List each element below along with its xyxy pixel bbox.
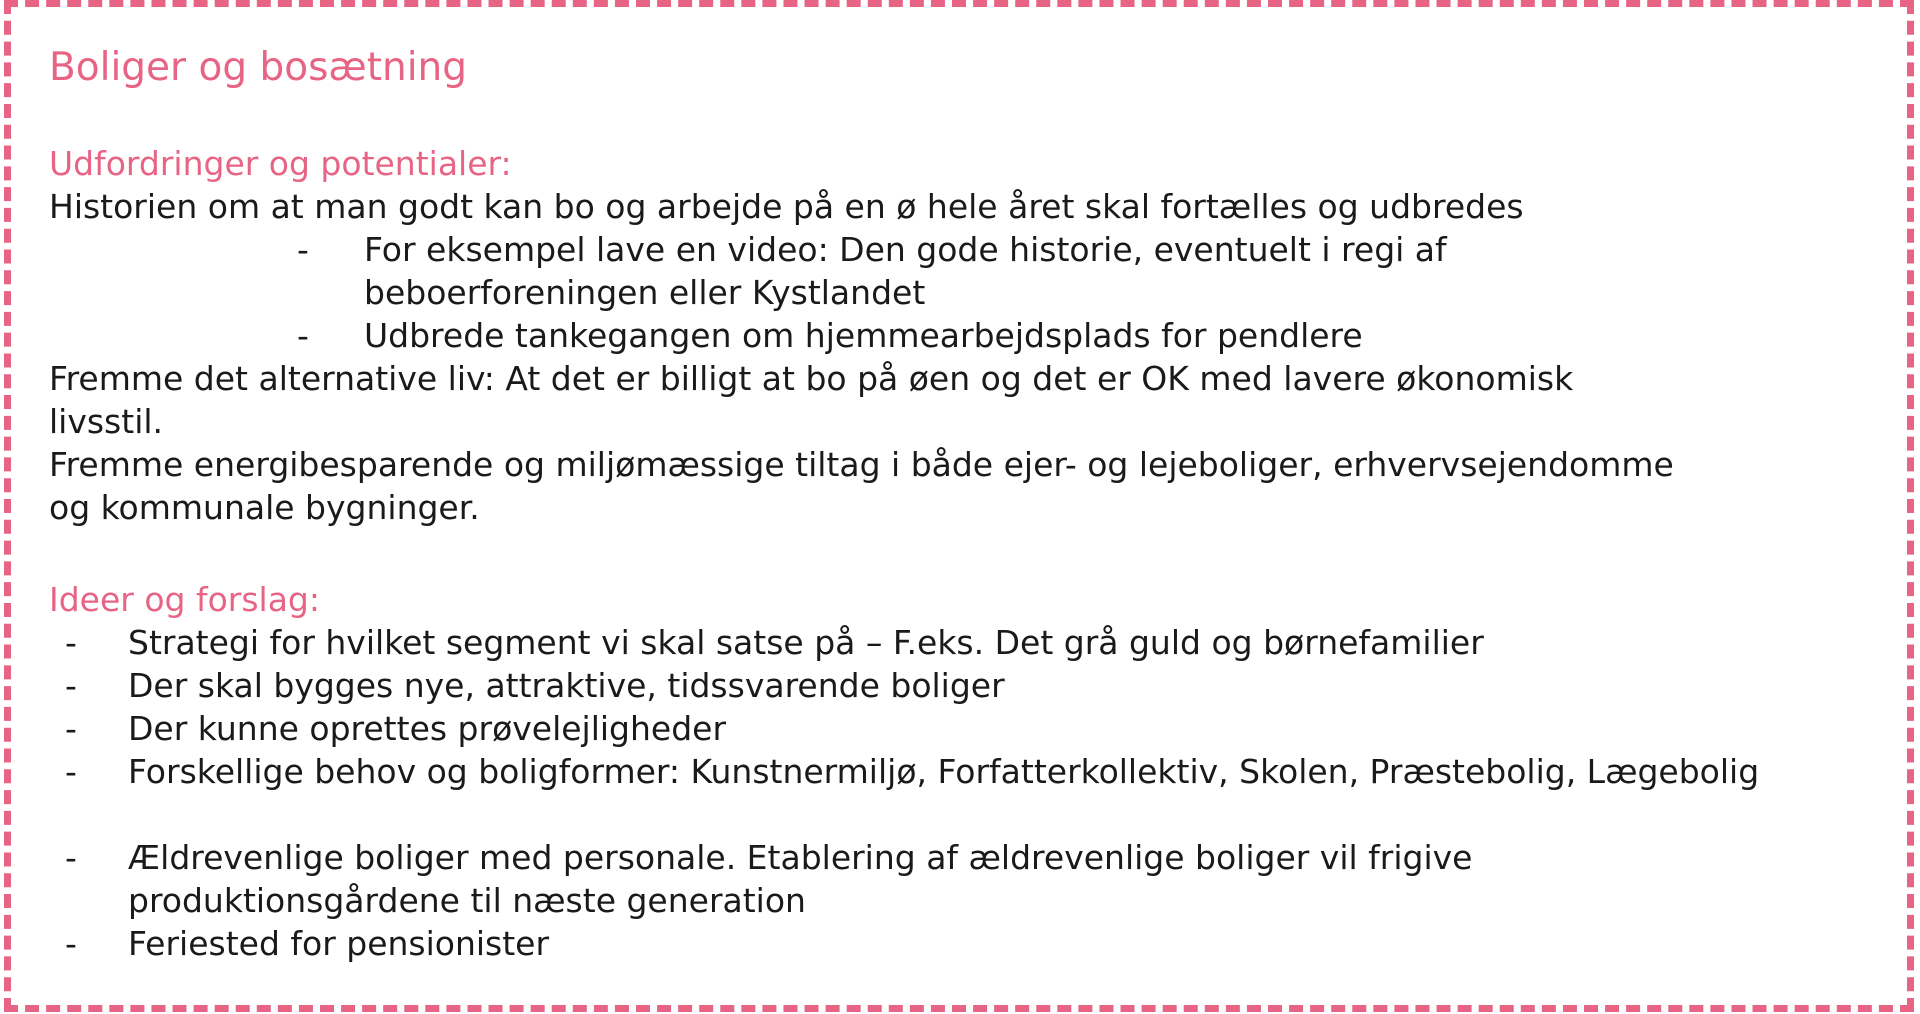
list-dash: - (297, 230, 309, 269)
list-dash: - (65, 623, 77, 662)
alternative-life-paragraph-cont: livsstil. (49, 402, 164, 441)
list-dash: - (65, 838, 77, 877)
list-item-text: Feriested for pensionister (128, 924, 550, 963)
challenges-heading: Udfordringer og potentialer: (49, 144, 512, 183)
page-title: Boliger og bosætning (49, 45, 468, 90)
list-dash: - (297, 316, 309, 355)
alternative-life-paragraph: Fremme det alternative liv: At det er billigt at bo på øen og det er OK med lavere økonomisk (49, 359, 1574, 398)
sub-list-item-text: Udbrede tankegangen om hjemmearbejdsplads for pendlere (364, 316, 1363, 355)
energy-paragraph: Fremme energibesparende og miljømæssige tiltag i både ejer- og lejeboliger, erhvervsejendomme (49, 445, 1674, 484)
list-dash: - (65, 924, 77, 963)
list-item-text: Ældrevenlige boliger med personale. Etablering af ældrevenlige boliger vil frigive produktionsgårdene til næste generation (128, 838, 1473, 920)
sub-list-item-text: For eksempel lave en video: Den gode historie, eventuelt i regi af beboerforeningen eller Kystlandet (364, 230, 1447, 312)
list-item-text: Strategi for hvilket segment vi skal satse på – F.eks. Det grå guld og børnefamilier (128, 623, 1484, 662)
energy-paragraph-cont: og kommunale bygninger. (49, 488, 480, 527)
list-dash: - (65, 709, 77, 748)
challenges-intro: Historien om at man godt kan bo og arbejde på en ø hele året skal fortælles og udbredes (49, 187, 1524, 226)
list-dash: - (65, 752, 77, 791)
list-item-text: Der skal bygges nye, attraktive, tidssvarende boliger (128, 666, 1005, 705)
list-item-text: Der kunne oprettes prøvelejligheder (128, 709, 727, 748)
list-item-text: Forskellige behov og boligformer: Kunstnermiljø, Forfatterkollektiv, Skolen, Præstebolig, Lægebolig (128, 752, 1760, 791)
list-dash: - (65, 666, 77, 705)
ideas-heading: Ideer og forslag: (49, 580, 320, 619)
